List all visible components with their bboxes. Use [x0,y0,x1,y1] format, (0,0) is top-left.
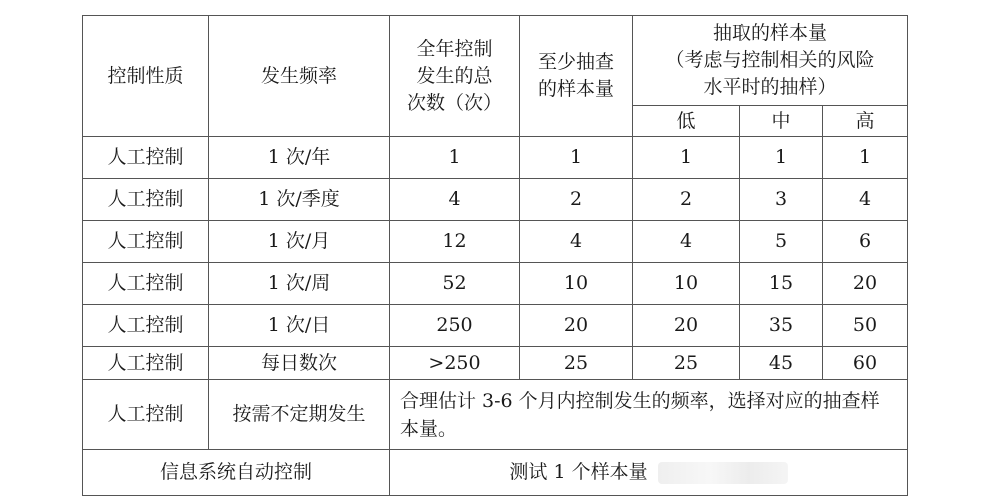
cell-high: 4 [823,179,908,221]
cell-nature: 人工控制 [83,380,209,450]
table-row-irregular [83,380,908,450]
cell-frequency: 1 次/日 [209,305,390,347]
cell-high: 1 [823,137,908,179]
header-min-line1: 至少抽查 [537,51,614,73]
header-total-line1: 全年控制 [416,37,493,60]
cell-high: 20 [823,263,908,305]
header-frequency: 发生频率 [209,16,390,137]
cell-automated-note [390,450,908,496]
table-row [83,305,908,347]
cell-frequency: 1 次/季度 [209,179,390,221]
cell-mid: 5 [740,221,823,263]
header-row-1 [83,16,908,106]
cell-low: 1 [633,137,740,179]
cell-mid: 45 [740,347,823,380]
header-low: 低 [633,106,740,137]
automated-note-text: 测试 1 个样本量 [509,461,648,483]
table-row [83,347,908,380]
cell-frequency: 1 次/年 [209,137,390,179]
cell-low: 10 [633,263,740,305]
header-risk-sample [633,16,908,106]
table-row [83,179,908,221]
header-total-count [390,16,520,137]
table-row [83,221,908,263]
cell-min: 20 [520,305,633,347]
cell-high: 60 [823,347,908,380]
header-nature: 控制性质 [83,16,209,137]
table-row-automated [83,450,908,496]
cell-mid: 1 [740,137,823,179]
cell-high: 6 [823,221,908,263]
cell-mid: 15 [740,263,823,305]
cell-total: 1 [390,137,520,179]
header-total-line3: 次数（次） [406,91,502,114]
cell-min: 4 [520,221,633,263]
cell-total: 250 [390,305,520,347]
cell-low: 2 [633,179,740,221]
cell-frequency: 按需不定期发生 [209,380,390,450]
header-risk-line1: 抽取的样本量 [713,22,828,44]
cell-mid: 35 [740,305,823,347]
cell-total: 52 [390,263,520,305]
cell-total: 4 [390,179,520,221]
blurred-watermark [658,462,788,484]
cell-total: >250 [390,347,520,380]
cell-min: 2 [520,179,633,221]
cell-mid: 3 [740,179,823,221]
cell-nature: 人工控制 [83,263,209,305]
header-risk-line3: 水平时的抽样） [703,76,837,98]
header-mid: 中 [740,106,823,137]
cell-low: 4 [633,221,740,263]
cell-nature: 人工控制 [83,137,209,179]
cell-automated-nature: 信息系统自动控制 [83,450,390,496]
cell-low: 20 [633,305,740,347]
cell-low: 25 [633,347,740,380]
header-total-line2: 发生的总 [416,64,493,87]
header-min-sample [520,16,633,137]
cell-nature: 人工控制 [83,305,209,347]
cell-nature: 人工控制 [83,347,209,380]
cell-frequency: 1 次/周 [209,263,390,305]
header-risk-line2: （考虑与控制相关的风险 [665,49,875,71]
cell-nature: 人工控制 [83,179,209,221]
cell-frequency: 每日数次 [209,347,390,380]
header-min-line2: 的样本量 [537,78,614,100]
cell-irregular-note: 合理估计 3-6 个月内控制发生的频率，选择对应的抽查样本量。 [390,380,908,450]
sampling-table [82,15,908,496]
cell-min: 10 [520,263,633,305]
header-high: 高 [823,106,908,137]
cell-high: 50 [823,305,908,347]
cell-frequency: 1 次/月 [209,221,390,263]
table-row [83,137,908,179]
table-row [83,263,908,305]
cell-min: 25 [520,347,633,380]
cell-total: 12 [390,221,520,263]
cell-nature: 人工控制 [83,221,209,263]
cell-min: 1 [520,137,633,179]
